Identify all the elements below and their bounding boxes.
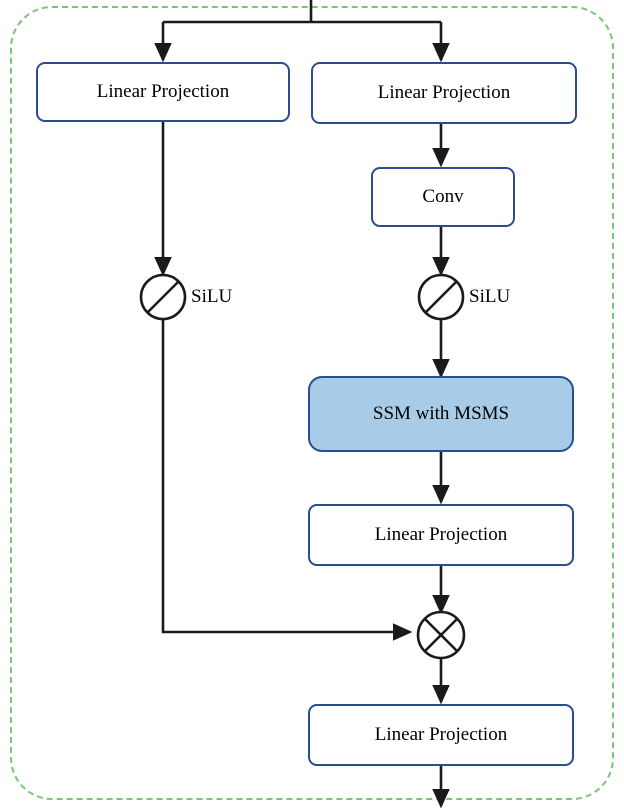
silu-left-label: SiLU bbox=[191, 286, 233, 307]
silu-right-label: SiLU bbox=[469, 286, 511, 307]
node-label: Conv bbox=[422, 185, 464, 207]
node-label: SSM with MSMS bbox=[372, 402, 510, 424]
node-linear-projection-out[interactable] bbox=[308, 704, 574, 766]
node-linear-projection-mid[interactable] bbox=[308, 504, 574, 566]
node-label: Linear Projection bbox=[374, 723, 508, 745]
node-label: Linear Projection bbox=[374, 523, 508, 545]
node-conv[interactable] bbox=[371, 167, 515, 227]
node-linear-projection-left[interactable] bbox=[36, 62, 290, 122]
node-ssm-with-msms[interactable] bbox=[308, 376, 574, 452]
node-label: Linear Projection bbox=[96, 80, 230, 102]
node-label: Linear Projection bbox=[377, 81, 511, 103]
node-linear-projection-right[interactable] bbox=[311, 62, 577, 124]
